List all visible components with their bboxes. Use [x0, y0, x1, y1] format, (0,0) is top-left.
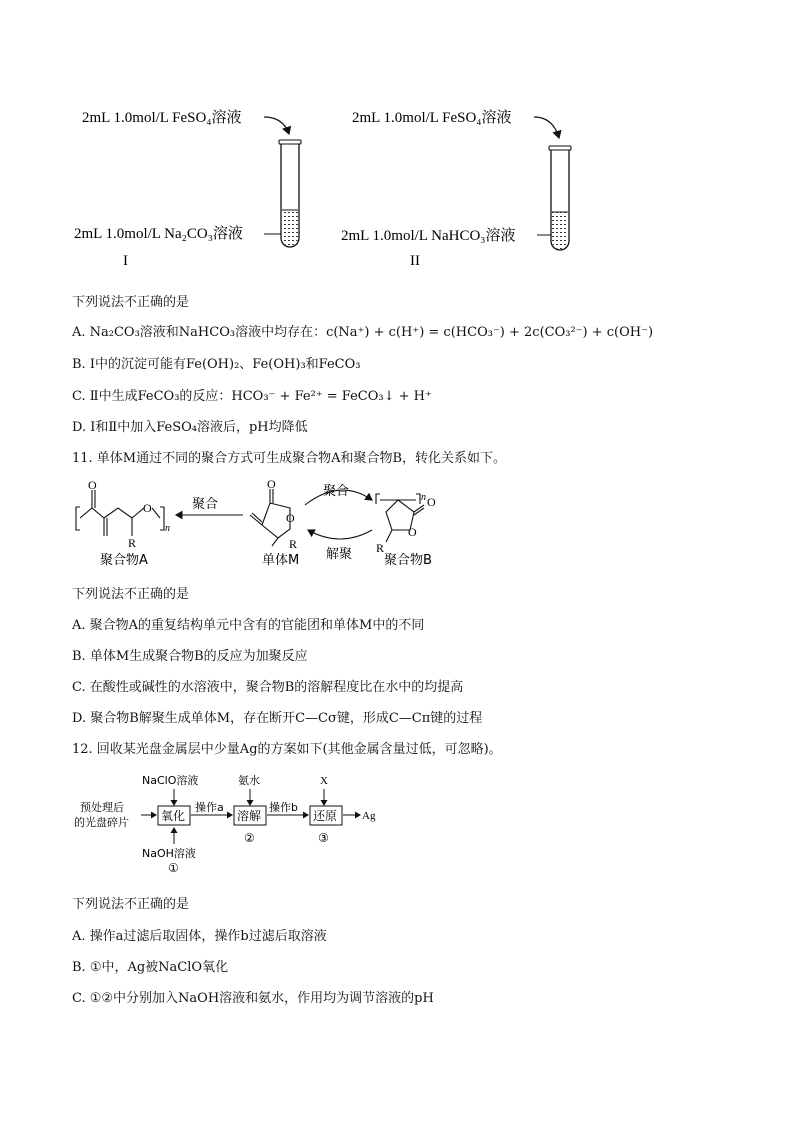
polymer-b-n: n [421, 492, 426, 503]
polymer-b-o-carbonyl: O [427, 495, 436, 509]
tube2-roman: II [410, 253, 420, 269]
monomer-o-carbonyl: O [267, 477, 276, 491]
q10-option-d: D. Ⅰ和Ⅱ中加入FeSO₄溶液后，pH均降低 [72, 420, 308, 435]
flow-box-oxidize-label: 氧化 [161, 809, 186, 823]
q11-option-a: A. 聚合物A的重复结构单元中含有的官能团和单体M中的不同 [72, 618, 425, 633]
flow-step-1: ① [168, 861, 179, 875]
arrow-depolymerize-label: 解聚 [326, 547, 353, 562]
flow-start-line2: 的光盘碎片 [74, 816, 129, 829]
polymer-a-r: R [128, 536, 137, 550]
flow-x-label: X [320, 775, 328, 787]
q10-stem: 下列说法不正确的是 [72, 295, 190, 310]
polymer-a-o-carbonyl: O [88, 478, 97, 492]
tube1-roman: I [123, 253, 128, 269]
polymer-b-o-ring: O [408, 525, 417, 539]
polymer-a-n: n [165, 523, 170, 534]
tube2-bottom-label: 2mL 1.0mol/L NaHCO₃溶液 [341, 228, 516, 244]
flow-op-a: 操作a [195, 801, 224, 814]
q12-title: 12. 回收某光盘金属层中少量Ag的方案如下(其他金属含量过低，可忽略)。 [72, 742, 502, 757]
polymer-a-o-ether: O [143, 501, 152, 515]
tube1-top-label: 2mL 1.0mol/L FeSO₄溶液 [82, 110, 242, 126]
flow-naoh-label: NaOH溶液 [142, 847, 196, 860]
q10-option-c: C. Ⅱ中生成FeCO₃的反应：HCO₃⁻ + Fe²⁺ = FeCO₃↓ + H⁺ [72, 389, 432, 404]
tube1-bottom-label: 2mL 1.0mol/L Na₂CO₃溶液 [74, 226, 243, 242]
flow-step-3: ③ [318, 831, 329, 845]
polymer-a-label: 聚合物A [100, 553, 148, 568]
monomer-o-ring: O [286, 511, 295, 525]
q11-stem: 下列说法不正确的是 [72, 587, 190, 602]
flow-box-reduce-label: 还原 [313, 809, 338, 823]
flow-box-dissolve-label: 溶解 [237, 809, 262, 823]
arrow-to-b-label: 聚合 [323, 484, 350, 499]
flow-ag-label: Ag [362, 810, 376, 822]
arrow-to-a-label: 聚合 [192, 497, 219, 512]
polymer-b-r: R [376, 541, 385, 555]
monomer-r: R [289, 537, 298, 551]
monomer-label: 单体M [262, 553, 300, 568]
flow-step-2: ② [244, 831, 255, 845]
tube2-top-label: 2mL 1.0mol/L FeSO₄溶液 [352, 110, 512, 126]
flow-op-b: 操作b [269, 801, 298, 814]
q11-option-b: B. 单体M生成聚合物B的反应为加聚反应 [72, 649, 308, 664]
q11-option-d: D. 聚合物B解聚生成单体M，存在断开C—Cσ键，形成C—Cπ键的过程 [72, 711, 483, 726]
q12-stem: 下列说法不正确的是 [72, 897, 190, 912]
polymer-b-label: 聚合物B [384, 553, 432, 568]
flow-naclo-label: NaClO溶液 [142, 774, 199, 787]
q10-option-b: B. Ⅰ中的沉淀可能有Fe(OH)₂、Fe(OH)₃和FeCO₃ [72, 357, 361, 372]
q10-option-a: A. Na₂CO₃溶液和NaHCO₃溶液中均存在：c(Na⁺) + c(H⁺) = c(HCO₃⁻) + 2c(CO₃²⁻) + c(OH⁻) [72, 325, 654, 340]
q12-option-a: A. 操作a过滤后取固体，操作b过滤后取溶液 [72, 929, 327, 944]
flow-ammonia-label: 氨水 [238, 774, 260, 787]
q12-option-c: C. ①②中分别加入NaOH溶液和氨水，作用均为调节溶液的pH [72, 991, 434, 1006]
q12-option-b: B. ①中，Ag被NaClO氧化 [72, 960, 229, 975]
q11-option-c: C. 在酸性或碱性的水溶液中，聚合物B的溶解程度比在水中的均提高 [72, 680, 464, 695]
flow-start-line1: 预处理后 [80, 801, 124, 814]
q11-title: 11. 单体M通过不同的聚合方式可生成聚合物A和聚合物B，转化关系如下。 [72, 451, 507, 466]
